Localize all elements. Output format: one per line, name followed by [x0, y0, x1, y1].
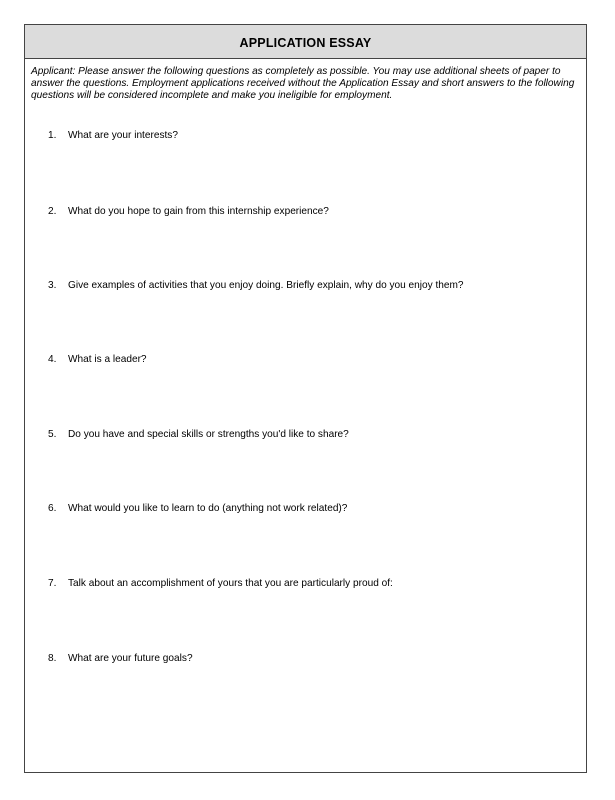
- question-number: 3.: [48, 280, 57, 291]
- question-item: [48, 280, 464, 292]
- form-title: APPLICATION ESSAY: [239, 36, 372, 50]
- question-text: What would you like to learn to do (anything not work related)?: [68, 503, 348, 514]
- question-text: What are your future goals?: [68, 653, 193, 664]
- essay-form-frame: [24, 24, 587, 773]
- form-header: [25, 25, 586, 59]
- question-text: Do you have and special skills or strengths you'd like to share?: [68, 429, 349, 440]
- question-text: Talk about an accomplishment of yours that you are particularly proud of:: [68, 578, 393, 589]
- question-number: 2.: [48, 206, 57, 217]
- question-text: Give examples of activities that you enjoy doing. Briefly explain, why do you enjoy them?: [68, 280, 464, 291]
- question-number: 5.: [48, 429, 57, 440]
- question-item: [48, 354, 147, 366]
- question-item: [48, 130, 178, 142]
- question-number: 4.: [48, 354, 57, 365]
- question-item: [48, 206, 329, 218]
- question-item: [48, 429, 349, 441]
- question-number: 6.: [48, 503, 57, 514]
- question-item: [48, 503, 347, 515]
- question-item: [48, 578, 393, 590]
- question-number: 8.: [48, 653, 57, 664]
- applicant-instructions: Applicant: Please answer the following questions as completely as possible. You may use additional sheets of paper to answer the questions. Employment applications received without the Application Essay and short answers to the following questions will be considered incomplete and make you ineligible for employment.: [31, 66, 575, 102]
- question-number: 7.: [48, 578, 57, 589]
- question-number: 1.: [48, 130, 57, 141]
- question-item: [48, 653, 193, 665]
- question-text: What do you hope to gain from this internship experience?: [68, 206, 329, 217]
- question-text: What is a leader?: [68, 354, 147, 365]
- question-text: What are your interests?: [68, 130, 178, 141]
